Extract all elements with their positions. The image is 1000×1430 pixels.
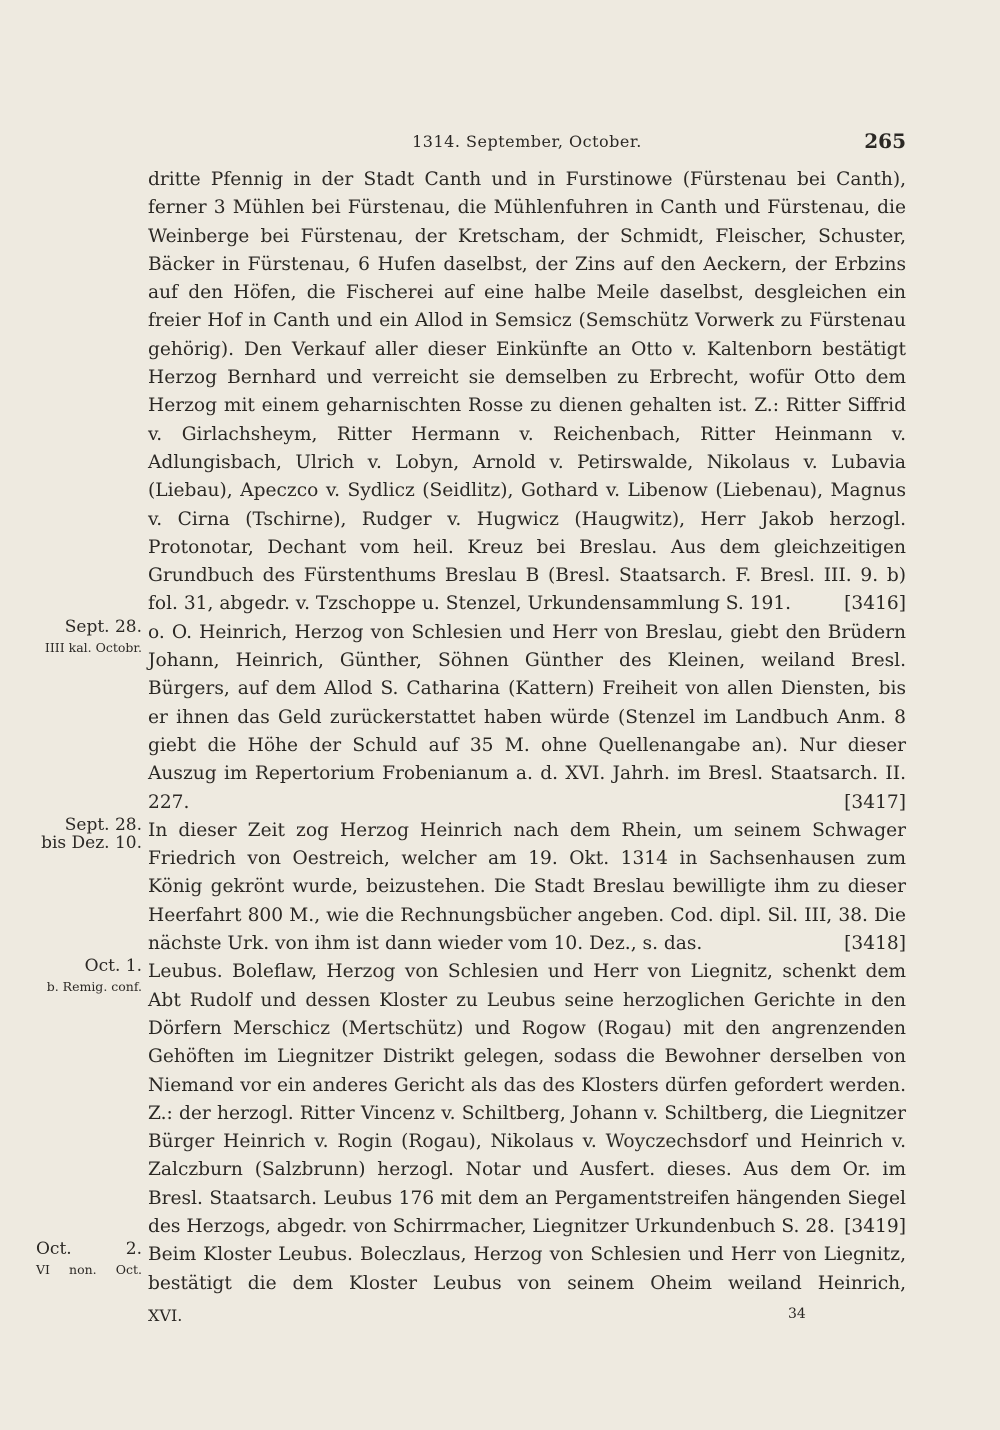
entry-text: Leubus. Boleflaw, Herzog von Schlesien und Herr von Liegnitz, schenkt dem Abt Rudolf und dessen Kloster zu Leubus seine herzoglichen Gerichte in den Dörfern Merschicz (Mertschütz) und Rogow (Rogau) mit den angrenzenden Gehöften im Liegnitzer Distrikt gelegen, sodass die Bewohner derselben von Niemand vor ein anderes Gericht als das des Klosters dürfen gefordert werden. Z.: der herzogl. Ritter Vincenz v. Schiltberg, Johann v. Schiltberg, die Liegnitzer Bürger Heinrich v. Rogin (Rogau), Nikolaus v. Woyczechsdorf und Heinrich v. Zalczburn (Salzbrunn) herzogl. Notar und Ausfert. dieses. Aus dem Or. im Bresl. Staatsarch. Leubus 176 mit dem an Pergamentstreifen hängenden Siegel des Herzogs, abgedr. von Schirrmacher, Liegnitzer Urkundenbuch S. 28. bbox=[148, 961, 906, 1237]
margin-date: Sept. 28. bbox=[64, 814, 142, 835]
margin-date: Oct. 1. bbox=[84, 956, 142, 977]
entry-number bbox=[844, 590, 906, 618]
entry-text: o. O. Heinrich, Herzog von Schlesien und Herr von Breslau, giebt den Brüdern Johann, Heinrich, Günther, Söhnen Günther des Kleinen, weiland Bresl. Bürgers, auf dem Allod S. Catharina (Kattern) Freiheit von allen Diensten, bis er ihnen das Geld zurückerstattet haben würde (Stenzel im Landbuch Anm. 8 giebt die Höhe der Schuld auf 35 M. ohne Quellenangabe an). Nur dieser Auszug im Repertorium Frobenianum a. d. XVI. Jahrh. im Bresl. Staatsarch. II. 227. bbox=[148, 621, 906, 813]
entry-text: Beim Kloster Leubus. Boleczlaus, Herzog von Schlesien und Herr von Liegnitz, bestätigt die dem Kloster Leubus von seinem Oheim weiland Heinrich, bbox=[148, 1244, 906, 1294]
margin-sub: bis Dez. 10. bbox=[41, 832, 142, 853]
margin-sub: VI non. Oct. bbox=[36, 1262, 142, 1278]
entry-number-text: [3416] bbox=[844, 593, 906, 615]
sheet-signature: XVI. bbox=[148, 1306, 183, 1325]
running-title: 1314. September, October. bbox=[412, 132, 642, 151]
page-number: 265 bbox=[864, 129, 906, 153]
regest-entry-3420 bbox=[36, 1239, 906, 1298]
running-header bbox=[148, 129, 906, 158]
regest-entry-3419 bbox=[46, 956, 906, 1241]
entry-number: [3417] bbox=[844, 791, 906, 813]
margin-sub: b. Remig. conf. bbox=[46, 979, 142, 995]
regest-entry-3417 bbox=[44, 616, 906, 817]
margin-note bbox=[36, 958, 142, 993]
entry-text: In dieser Zeit zog Herzog Heinrich nach dem Rhein, um seinem Schwager Friedrich von Oestreich, welcher am 19. Okt. 1314 in Sachsenhausen zum König gekrönt wurde, beizustehen. Die Stadt Breslau bewilligte ihm zu dieser Heerfahrt 800 M., wie die Rechnungsbücher angeben. Cod. dipl. Sil. III, 38. Die nächste Urk. von ihm ist dann wieder vom 10. Dez., s. das. bbox=[148, 819, 906, 955]
margin-note bbox=[36, 814, 142, 853]
margin-note bbox=[36, 616, 142, 655]
regest-entry-3418 bbox=[41, 814, 906, 958]
margin-sub: IIII kal. Octobr. bbox=[44, 639, 142, 655]
margin-date: Sept. 28. bbox=[64, 616, 142, 637]
entry-text: dritte Pfennig in der Stadt Canth und in Furstinowe (Fürstenau bei Canth), ferner 3 Mühlen bei Fürstenau, die Mühlenfuhren in Canth und Fürstenau, die Weinberge bei Fürstenau, der Kretscham, der Schmidt, Fleischer, Schuster, Bäcker in Fürstenau, 6 Hufen daselbst, der Zins auf den Aeckern, der Erbzins auf den Höfen, die Fischerei auf eine halbe Meile daselbst, desgleichen ein freier Hof in Canth und ein Allod in Semsicz (Semschütz Vorwerk zu Fürstenau gehörig). Den Verkauf aller dieser Einkünfte an Otto v. Kaltenborn bestätigt Herzog Bernhard und verreicht sie demselben zu Erbrecht, wofür Otto dem Herzog mit einem geharnischten Rosse zu dienen gehalten ist. Z.: Ritter Siffrid v. Girlachsheym, Ritter Hermann v. Reichenbach, Ritter Heinmann v. Adlungisbach, Ulrich v. Lobyn, Arnold v. Petirswalde, Nikolaus v. Lubavia (Liebau), Apeczco v. Sydlicz (Seidlitz), Gothard v. Libenow (Liebenau), Magnus v. Cirna (Tschirne), Rudger v. Hugwicz (Haugwitz), Herr Jakob herzogl. Protonotar, Dechant vom heil. Kreuz bei Breslau. Aus dem gleichzeitigen Grundbuch des Fürstenthums Breslau B (Bresl. Staatsarch. F. Bresl. III. 9. b) fol. 31, abgedr. v. Tzschoppe u. Stenzel, Urkundensammlung S. 191. bbox=[148, 169, 906, 615]
document-body bbox=[36, 166, 906, 1298]
margin-note bbox=[36, 1241, 142, 1276]
sheet-number: 34 bbox=[788, 1306, 806, 1322]
entry-number: [3418] bbox=[844, 933, 906, 955]
margin-date: Oct. 2. bbox=[36, 1239, 142, 1260]
regest-entry-3416 bbox=[148, 166, 906, 619]
entry-number: [3419] bbox=[844, 1215, 906, 1237]
